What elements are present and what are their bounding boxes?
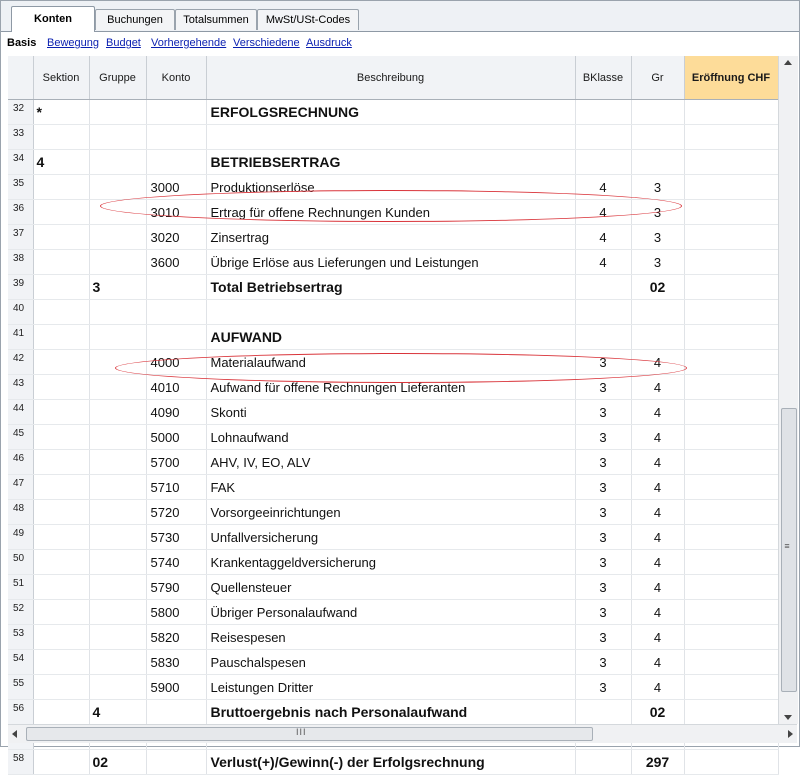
cell-gr[interactable] <box>631 100 684 125</box>
cell-gr[interactable]: 4 <box>631 350 684 375</box>
cell-beschreibung[interactable]: Leistungen Dritter <box>206 675 575 700</box>
row-number[interactable]: 37 <box>8 225 33 250</box>
table-row[interactable] <box>8 250 778 275</box>
cell-eroeffnung[interactable] <box>684 275 778 300</box>
table-row[interactable] <box>8 125 778 150</box>
cell-beschreibung[interactable] <box>206 300 575 325</box>
table-header-row <box>8 56 778 100</box>
cell-konto[interactable]: 5720 <box>146 500 206 525</box>
cell-gr[interactable]: 4 <box>631 625 684 650</box>
row-number[interactable]: 56 <box>8 700 33 725</box>
cell-bklasse[interactable]: 3 <box>575 625 631 650</box>
row-number[interactable]: 41 <box>8 325 33 350</box>
cell-beschreibung[interactable]: Übrige Erlöse aus Lieferungen und Leistungen <box>206 250 575 275</box>
scroll-up-icon[interactable] <box>784 60 792 65</box>
view-budget[interactable]: Budget <box>106 37 141 49</box>
cell-bklasse[interactable] <box>575 750 631 775</box>
row-number[interactable]: 39 <box>8 275 33 300</box>
row-number[interactable]: 35 <box>8 175 33 200</box>
cell-gruppe[interactable] <box>89 350 146 375</box>
tab-buchungen[interactable]: Buchungen <box>95 9 175 30</box>
cell-beschreibung[interactable]: Skonti <box>206 400 575 425</box>
cell-gruppe[interactable] <box>89 425 146 450</box>
cell-sektion[interactable] <box>33 650 89 675</box>
cell-gr[interactable]: 4 <box>631 500 684 525</box>
cell-bklasse[interactable]: 3 <box>575 550 631 575</box>
cell-beschreibung[interactable]: Produktionserlöse <box>206 175 575 200</box>
cell-sektion[interactable]: 4 <box>33 150 89 175</box>
cell-gruppe[interactable] <box>89 650 146 675</box>
cell-sektion[interactable] <box>33 250 89 275</box>
cell-gruppe[interactable]: 4 <box>89 700 146 725</box>
view-bewegung[interactable]: Bewegung <box>47 37 99 49</box>
cell-konto[interactable] <box>146 275 206 300</box>
table-row[interactable] <box>8 275 778 300</box>
cell-sektion[interactable] <box>33 625 89 650</box>
cell-gr[interactable]: 297 <box>631 750 684 775</box>
cell-beschreibung[interactable]: Unfallversicherung <box>206 525 575 550</box>
row-number[interactable]: 33 <box>8 125 33 150</box>
cell-gruppe[interactable] <box>89 150 146 175</box>
cell-gruppe[interactable] <box>89 575 146 600</box>
cell-eroeffnung[interactable] <box>684 425 778 450</box>
cell-eroeffnung[interactable] <box>684 600 778 625</box>
cell-konto[interactable]: 4090 <box>146 400 206 425</box>
row-number[interactable]: 50 <box>8 550 33 575</box>
row-number[interactable]: 42 <box>8 350 33 375</box>
cell-konto[interactable]: 4010 <box>146 375 206 400</box>
cell-eroeffnung[interactable] <box>684 750 778 775</box>
cell-sektion[interactable] <box>33 125 89 150</box>
cell-konto[interactable]: 5900 <box>146 675 206 700</box>
row-number[interactable]: 38 <box>8 250 33 275</box>
cell-bklasse[interactable]: 3 <box>575 600 631 625</box>
row-number[interactable]: 43 <box>8 375 33 400</box>
cell-konto[interactable] <box>146 325 206 350</box>
cell-gruppe[interactable] <box>89 625 146 650</box>
cell-gruppe[interactable] <box>89 300 146 325</box>
row-number[interactable]: 44 <box>8 400 33 425</box>
tab-totalsummen[interactable]: Totalsummen <box>175 9 257 30</box>
cell-konto[interactable]: 5790 <box>146 575 206 600</box>
cell-sektion[interactable] <box>33 575 89 600</box>
cell-eroeffnung[interactable] <box>684 650 778 675</box>
cell-eroeffnung[interactable] <box>684 325 778 350</box>
cell-sektion[interactable] <box>33 400 89 425</box>
cell-gruppe[interactable] <box>89 125 146 150</box>
cell-gr[interactable]: 4 <box>631 425 684 450</box>
cell-bklasse[interactable] <box>575 150 631 175</box>
cell-beschreibung[interactable]: Aufwand für offene Rechnungen Lieferanten <box>206 375 575 400</box>
cell-bklasse[interactable]: 3 <box>575 675 631 700</box>
cell-gruppe[interactable] <box>89 200 146 225</box>
row-number[interactable]: 48 <box>8 500 33 525</box>
cell-eroeffnung[interactable] <box>684 250 778 275</box>
tab-mwst-codes[interactable]: MwSt/USt-Codes <box>257 9 359 30</box>
cell-eroeffnung[interactable] <box>684 100 778 125</box>
cell-beschreibung[interactable]: Bruttoergebnis nach Personalaufwand <box>206 700 575 725</box>
row-number[interactable]: 58 <box>8 750 33 775</box>
tab-strip <box>1 1 799 32</box>
view-vorhergehende[interactable]: Vorhergehende <box>151 37 227 49</box>
cell-bklasse[interactable] <box>575 300 631 325</box>
cell-gruppe[interactable] <box>89 550 146 575</box>
cell-gr[interactable]: 4 <box>631 450 684 475</box>
cell-gr[interactable] <box>631 150 684 175</box>
table-row[interactable] <box>8 375 778 400</box>
cell-eroeffnung[interactable] <box>684 200 778 225</box>
cell-konto[interactable] <box>146 300 206 325</box>
row-number[interactable]: 34 <box>8 150 33 175</box>
cell-konto[interactable] <box>146 700 206 725</box>
cell-konto[interactable]: 4000 <box>146 350 206 375</box>
table-row[interactable] <box>8 750 778 775</box>
cell-gr[interactable]: 4 <box>631 525 684 550</box>
cell-eroeffnung[interactable] <box>684 675 778 700</box>
scroll-grip-icon: III <box>296 727 307 737</box>
cell-bklasse[interactable] <box>575 125 631 150</box>
cell-konto[interactable] <box>146 750 206 775</box>
cell-sektion[interactable] <box>33 325 89 350</box>
table-row[interactable] <box>8 500 778 525</box>
cell-sektion[interactable] <box>33 275 89 300</box>
cell-bklasse[interactable]: 3 <box>575 350 631 375</box>
cell-bklasse[interactable]: 3 <box>575 650 631 675</box>
cell-beschreibung[interactable]: Ertrag für offene Rechnungen Kunden <box>206 200 575 225</box>
column-header-beschreibung[interactable]: Beschreibung <box>206 56 575 100</box>
row-number[interactable]: 52 <box>8 600 33 625</box>
cell-bklasse[interactable] <box>575 325 631 350</box>
cell-beschreibung[interactable]: Übriger Personalaufwand <box>206 600 575 625</box>
cell-beschreibung[interactable]: Pauschalspesen <box>206 650 575 675</box>
cell-gr[interactable] <box>631 125 684 150</box>
cell-beschreibung[interactable]: Vorsorgeeinrichtungen <box>206 500 575 525</box>
cell-gr[interactable]: 02 <box>631 275 684 300</box>
column-header-gr[interactable]: Gr <box>631 56 684 100</box>
cell-beschreibung[interactable]: AHV, IV, EO, ALV <box>206 450 575 475</box>
cell-eroeffnung[interactable] <box>684 400 778 425</box>
cell-eroeffnung[interactable] <box>684 525 778 550</box>
cell-eroeffnung[interactable] <box>684 550 778 575</box>
cell-sektion[interactable] <box>33 550 89 575</box>
cell-sektion[interactable] <box>33 175 89 200</box>
cell-konto[interactable]: 3020 <box>146 225 206 250</box>
scroll-down-icon[interactable] <box>784 715 792 720</box>
cell-gr[interactable]: 4 <box>631 675 684 700</box>
cell-gruppe[interactable] <box>89 250 146 275</box>
cell-beschreibung[interactable]: Zinsertrag <box>206 225 575 250</box>
cell-konto[interactable]: 5700 <box>146 450 206 475</box>
cell-beschreibung[interactable]: Lohnaufwand <box>206 425 575 450</box>
cell-bklasse[interactable]: 3 <box>575 400 631 425</box>
vertical-scrollbar[interactable] <box>778 56 798 724</box>
row-number[interactable]: 49 <box>8 525 33 550</box>
cell-sektion[interactable] <box>33 425 89 450</box>
table-row[interactable] <box>8 625 778 650</box>
cell-gr[interactable] <box>631 300 684 325</box>
cell-gruppe[interactable] <box>89 675 146 700</box>
cell-sektion[interactable] <box>33 200 89 225</box>
cell-bklasse[interactable] <box>575 100 631 125</box>
cell-konto[interactable]: 3010 <box>146 200 206 225</box>
cell-eroeffnung[interactable] <box>684 225 778 250</box>
table-row[interactable] <box>8 425 778 450</box>
cell-beschreibung[interactable] <box>206 125 575 150</box>
cell-beschreibung[interactable]: Reisespesen <box>206 625 575 650</box>
cell-beschreibung[interactable]: Total Betriebsertrag <box>206 275 575 300</box>
cell-konto[interactable]: 3600 <box>146 250 206 275</box>
cell-bklasse[interactable]: 3 <box>575 425 631 450</box>
column-header-eroeffnung[interactable]: Eröffnung CHF <box>684 56 778 100</box>
cell-eroeffnung[interactable] <box>684 450 778 475</box>
cell-konto[interactable] <box>146 125 206 150</box>
scroll-right-icon[interactable] <box>788 730 793 738</box>
cell-gruppe[interactable] <box>89 600 146 625</box>
table-row[interactable] <box>8 400 778 425</box>
column-header-konto[interactable]: Konto <box>146 56 206 100</box>
column-header-gruppe[interactable]: Gruppe <box>89 56 146 100</box>
cell-eroeffnung[interactable] <box>684 575 778 600</box>
view-ausdruck[interactable]: Ausdruck <box>306 37 352 49</box>
cell-gr[interactable]: 4 <box>631 375 684 400</box>
horizontal-scrollbar[interactable] <box>8 724 797 743</box>
cell-gr[interactable]: 3 <box>631 200 684 225</box>
cell-gruppe[interactable] <box>89 225 146 250</box>
cell-bklasse[interactable] <box>575 275 631 300</box>
cell-bklasse[interactable]: 3 <box>575 475 631 500</box>
cell-konto[interactable]: 5820 <box>146 625 206 650</box>
row-number[interactable]: 46 <box>8 450 33 475</box>
cell-sektion[interactable] <box>33 500 89 525</box>
cell-beschreibung[interactable]: AUFWAND <box>206 325 575 350</box>
cell-beschreibung[interactable]: Quellensteuer <box>206 575 575 600</box>
table-row[interactable] <box>8 350 778 375</box>
cell-sektion[interactable] <box>33 700 89 725</box>
table-row[interactable] <box>8 475 778 500</box>
cell-gruppe[interactable] <box>89 375 146 400</box>
cell-gr[interactable]: 4 <box>631 575 684 600</box>
cell-sektion[interactable] <box>33 300 89 325</box>
row-number-header <box>8 56 33 100</box>
row-number[interactable]: 36 <box>8 200 33 225</box>
cell-gruppe[interactable] <box>89 400 146 425</box>
cell-bklasse[interactable]: 3 <box>575 500 631 525</box>
cell-eroeffnung[interactable] <box>684 300 778 325</box>
tab-konten[interactable]: Konten <box>11 6 95 32</box>
cell-gr[interactable]: 3 <box>631 175 684 200</box>
cell-gr[interactable]: 02 <box>631 700 684 725</box>
cell-sektion[interactable] <box>33 750 89 775</box>
cell-gruppe[interactable] <box>89 450 146 475</box>
table-row[interactable] <box>8 700 778 725</box>
cell-beschreibung[interactable]: FAK <box>206 475 575 500</box>
column-header-sektion[interactable]: Sektion <box>33 56 89 100</box>
cell-sektion[interactable] <box>33 350 89 375</box>
cell-gr[interactable]: 4 <box>631 550 684 575</box>
cell-sektion[interactable] <box>33 225 89 250</box>
cell-sektion[interactable] <box>33 675 89 700</box>
cell-bklasse[interactable]: 4 <box>575 200 631 225</box>
horizontal-scroll-thumb[interactable] <box>26 727 593 741</box>
cell-konto[interactable]: 5740 <box>146 550 206 575</box>
table-row[interactable] <box>8 100 778 125</box>
cell-eroeffnung[interactable] <box>684 625 778 650</box>
cell-sektion[interactable] <box>33 600 89 625</box>
table-row[interactable] <box>8 525 778 550</box>
cell-gruppe[interactable] <box>89 475 146 500</box>
row-number[interactable]: 51 <box>8 575 33 600</box>
cell-gruppe[interactable] <box>89 175 146 200</box>
table-row[interactable] <box>8 650 778 675</box>
cell-bklasse[interactable]: 3 <box>575 525 631 550</box>
cell-gr[interactable]: 4 <box>631 650 684 675</box>
row-number[interactable]: 54 <box>8 650 33 675</box>
cell-konto[interactable]: 5800 <box>146 600 206 625</box>
cell-gr[interactable]: 3 <box>631 250 684 275</box>
cell-bklasse[interactable]: 4 <box>575 175 631 200</box>
table-row[interactable] <box>8 550 778 575</box>
cell-gr[interactable]: 4 <box>631 600 684 625</box>
scroll-grip-icon: ≡ <box>784 541 790 551</box>
column-header-bklasse[interactable]: BKlasse <box>575 56 631 100</box>
cell-eroeffnung[interactable] <box>684 500 778 525</box>
row-number[interactable]: 40 <box>8 300 33 325</box>
cell-gruppe[interactable]: 02 <box>89 750 146 775</box>
row-number[interactable]: 55 <box>8 675 33 700</box>
cell-bklasse[interactable]: 3 <box>575 375 631 400</box>
cell-bklasse[interactable]: 4 <box>575 225 631 250</box>
cell-gruppe[interactable] <box>89 525 146 550</box>
cell-gruppe[interactable]: 3 <box>89 275 146 300</box>
cell-eroeffnung[interactable] <box>684 700 778 725</box>
cell-bklasse[interactable]: 3 <box>575 575 631 600</box>
scroll-left-icon[interactable] <box>12 730 17 738</box>
cell-sektion[interactable] <box>33 450 89 475</box>
accounts-table <box>8 56 779 775</box>
cell-eroeffnung[interactable] <box>684 175 778 200</box>
cell-konto[interactable]: 5000 <box>146 425 206 450</box>
cell-konto[interactable]: 5710 <box>146 475 206 500</box>
cell-bklasse[interactable]: 3 <box>575 450 631 475</box>
table-row[interactable] <box>8 675 778 700</box>
cell-gruppe[interactable] <box>89 500 146 525</box>
row-number[interactable]: 32 <box>8 100 33 125</box>
cell-gr[interactable]: 4 <box>631 475 684 500</box>
cell-konto[interactable]: 3000 <box>146 175 206 200</box>
view-basis[interactable]: Basis <box>7 37 37 49</box>
cell-eroeffnung[interactable] <box>684 375 778 400</box>
cell-beschreibung[interactable]: ERFOLGSRECHNUNG <box>206 100 575 125</box>
cell-bklasse[interactable]: 4 <box>575 250 631 275</box>
cell-eroeffnung[interactable] <box>684 125 778 150</box>
cell-eroeffnung[interactable] <box>684 350 778 375</box>
row-number[interactable]: 45 <box>8 425 33 450</box>
cell-konto[interactable] <box>146 100 206 125</box>
cell-eroeffnung[interactable] <box>684 475 778 500</box>
table-row[interactable] <box>8 200 778 225</box>
row-number[interactable]: 47 <box>8 475 33 500</box>
cell-bklasse[interactable] <box>575 700 631 725</box>
cell-konto[interactable]: 5830 <box>146 650 206 675</box>
table-row[interactable] <box>8 300 778 325</box>
cell-sektion[interactable] <box>33 375 89 400</box>
cell-gr[interactable]: 3 <box>631 225 684 250</box>
cell-beschreibung[interactable]: Materialaufwand <box>206 350 575 375</box>
table-row[interactable] <box>8 150 778 175</box>
row-number[interactable]: 53 <box>8 625 33 650</box>
table-row[interactable] <box>8 175 778 200</box>
cell-konto[interactable] <box>146 150 206 175</box>
cell-beschreibung[interactable]: Verlust(+)/Gewinn(-) der Erfolgsrechnung <box>206 750 575 775</box>
table-row[interactable] <box>8 225 778 250</box>
cell-gruppe[interactable] <box>89 100 146 125</box>
cell-sektion[interactable] <box>33 525 89 550</box>
cell-gruppe[interactable] <box>89 325 146 350</box>
table-row[interactable] <box>8 600 778 625</box>
cell-sektion[interactable] <box>33 475 89 500</box>
cell-gr[interactable]: 4 <box>631 400 684 425</box>
cell-eroeffnung[interactable] <box>684 150 778 175</box>
table-row[interactable] <box>8 325 778 350</box>
table-row[interactable] <box>8 575 778 600</box>
cell-beschreibung[interactable]: Krankentaggeldversicherung <box>206 550 575 575</box>
table-row[interactable] <box>8 450 778 475</box>
cell-sektion[interactable]: * <box>33 100 89 125</box>
cell-gr[interactable] <box>631 325 684 350</box>
view-verschiedene[interactable]: Verschiedene <box>233 37 300 49</box>
view-selector <box>1 32 799 54</box>
cell-beschreibung[interactable]: BETRIEBSERTRAG <box>206 150 575 175</box>
cell-konto[interactable]: 5730 <box>146 525 206 550</box>
